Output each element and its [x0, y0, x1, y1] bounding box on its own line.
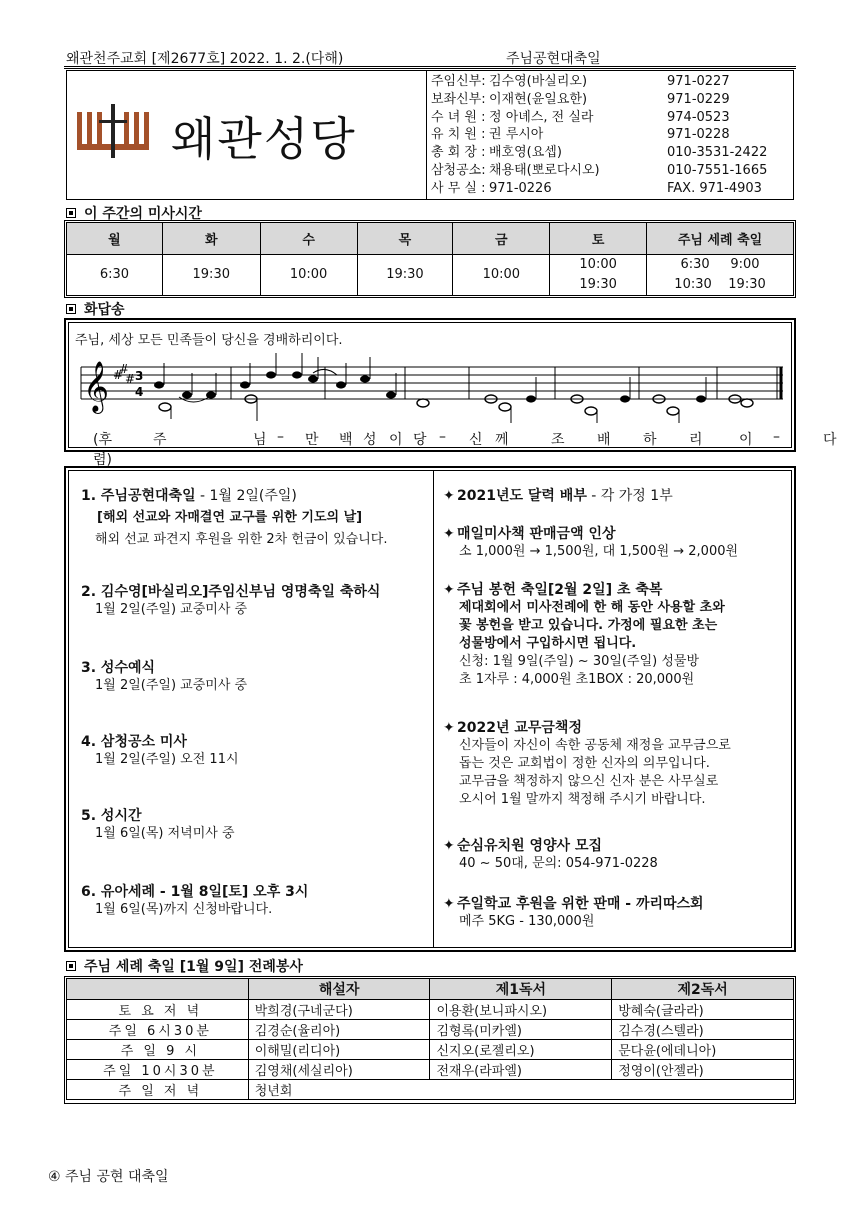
- lyric-syllable: 만: [305, 432, 319, 448]
- square-bullet-icon: [66, 304, 76, 314]
- masthead-line: [66, 48, 796, 68]
- notice-line: 메주 5KG - 130,000원: [459, 914, 595, 929]
- staff-name: 권 루시아: [489, 127, 544, 143]
- notice-item: [81, 581, 426, 619]
- staff-row: [431, 180, 791, 198]
- svg-text:#: #: [113, 368, 124, 382]
- notice-heading: ✦ 순심유치원 영양사 모집: [443, 838, 602, 854]
- parish-name: 왜관성당: [171, 112, 357, 166]
- liturgy-section-title: 주님 세례 축일 [1월 9일] 전례봉사: [66, 956, 303, 976]
- psalm-inner-frame: [68, 322, 837, 468]
- staff-tel: 010-7551-1665: [667, 162, 768, 178]
- notice-heading: 5. 성시간: [81, 808, 142, 824]
- notice-heading: 3. 성수예식: [81, 660, 156, 676]
- notice-line: 신청: 1월 9일(주일) ~ 30일(주일) 성물방: [459, 654, 700, 669]
- staff-tel: 010-3531-2422: [667, 145, 768, 161]
- mass-schedule-table: [66, 222, 794, 296]
- notices-box: [64, 466, 796, 952]
- liturgy-header: 제1독서: [430, 979, 612, 1000]
- liturgy-header: [67, 979, 249, 1000]
- notice-line: 신자들이 자신이 속한 공동체 재정을 교무금으로: [459, 738, 731, 753]
- notice-line: 1월 6일(목) 저녁미사 중: [95, 826, 235, 841]
- notice-item: [443, 893, 789, 931]
- mass-time-tue: 19:30: [162, 255, 260, 296]
- liturgy-row: [67, 1040, 794, 1060]
- notice-line: 1월 6일(목)까지 신청바랍니다.: [95, 902, 273, 917]
- page-footer: ④ 주님 공현 대축일: [48, 1169, 169, 1185]
- liturgy-service-table: [66, 978, 794, 1100]
- staff-row: [431, 91, 791, 109]
- four-point-star-icon: ✦: [443, 526, 455, 542]
- staff-role: 삼청공소:: [431, 162, 486, 178]
- mass-time-wed: 10:00: [260, 255, 357, 296]
- liturgy-row: [67, 1060, 794, 1080]
- notice-heading: 1. 주님공현대축일 - 1월 2일(주일): [81, 488, 297, 504]
- notice-heading: 6. 유아세례 - 1월 8일[토] 오후 3시: [81, 884, 309, 900]
- lyric-syllable: 이: [389, 432, 403, 448]
- notice-heading: ✦ 2022년 교무금책정: [443, 720, 582, 736]
- staff-tel: 974-0523: [667, 109, 730, 125]
- notice-item: [443, 485, 789, 505]
- four-point-star-icon: ✦: [443, 896, 455, 912]
- liturgy-minister: 이용환(보니파시오): [430, 1000, 612, 1020]
- notice-line: 40 ~ 50대, 문의: 054-971-0228: [459, 856, 658, 871]
- staff-tel: FAX. 971-4903: [667, 180, 762, 196]
- liturgy-header: 해설자: [248, 979, 430, 1000]
- mass-time-row: [67, 255, 794, 296]
- notice-line: 소 1,000원 → 1,500원, 대 1,500원 → 2,000원: [459, 544, 739, 559]
- mass-day-header: 금: [453, 223, 550, 255]
- lyric-syllable: 주: [153, 432, 167, 448]
- parish-logo-icon: [75, 104, 151, 158]
- mass-time-mon: 6:30: [67, 255, 163, 296]
- liturgy-minister: 김수경(스텔라): [612, 1020, 794, 1040]
- notice-item: [443, 717, 789, 809]
- notice-item: [443, 579, 789, 689]
- music-staff: [69, 323, 793, 449]
- mass-day-header: 주님 세례 축일: [647, 223, 794, 255]
- liturgy-minister: 문다윤(에데니아): [612, 1040, 794, 1060]
- lyric-syllable: 배: [597, 432, 611, 448]
- staff-role: 유 치 원 :: [431, 127, 486, 143]
- staff-row: [431, 162, 791, 180]
- notice-item: [81, 485, 426, 549]
- mass-day-header: 수: [260, 223, 357, 255]
- lyric-syllable: 하: [643, 432, 657, 448]
- mass-time-fri: 10:00: [453, 255, 550, 296]
- mass-day-header: 토: [550, 223, 647, 255]
- staff-tel: 971-0228: [667, 127, 730, 143]
- notices-inner-frame: [68, 470, 792, 948]
- liturgy-slot: 주 일 9 시: [67, 1040, 249, 1060]
- notice-line: 돕는 것은 교회법이 정한 신자의 의무입니다.: [459, 756, 710, 771]
- lyric-syllable: 다: [823, 432, 837, 448]
- square-bullet-icon: [66, 961, 76, 971]
- liturgy-minister: 김형록(미카엘): [430, 1020, 612, 1040]
- liturgy-slot: 주 일 저 녁: [67, 1080, 249, 1100]
- liturgy-header-row: [67, 979, 794, 1000]
- notice-item: [443, 835, 789, 873]
- liturgy-minister: 신지오(로젤리오): [430, 1040, 612, 1060]
- mass-day-header: 화: [162, 223, 260, 255]
- staff-tel: 971-0227: [667, 74, 730, 89]
- square-bullet-icon: [66, 208, 76, 218]
- notice-heading: ✦ 2021년도 달력 배부 - 각 가정 1부: [443, 488, 673, 504]
- four-point-star-icon: ✦: [443, 488, 455, 504]
- svg-text:#: #: [125, 372, 136, 386]
- staff-name: 채용태(뽀로다시오): [489, 162, 600, 178]
- notice-line: 제대회에서 미사전례에 한 해 동안 사용할 초와: [459, 600, 725, 615]
- notice-item: [81, 881, 426, 919]
- staff-name: 김수영(바실리오): [489, 74, 588, 89]
- staff-role: 총 회 장 :: [431, 145, 486, 161]
- staff-row: [431, 73, 791, 91]
- notice-heading: ✦ 주일학교 후원을 위한 판매 - 까리따스회: [443, 896, 704, 912]
- notice-line: [해외 선교와 자매결연 교구를 위한 기도의 날]: [97, 510, 363, 525]
- psalm-box: [64, 318, 837, 468]
- staff-name: 971-0226: [489, 180, 552, 196]
- lyric-syllable: 님: [253, 432, 267, 448]
- four-point-star-icon: ✦: [443, 720, 455, 736]
- four-point-star-icon: ✦: [443, 582, 455, 598]
- liturgy-minister: 전재우(라파엘): [430, 1060, 612, 1080]
- svg-text:#: #: [119, 362, 130, 376]
- lyric-syllable: 이: [739, 432, 753, 448]
- parish-header: [66, 70, 794, 200]
- notice-heading: 2. 김수영[바실리오]주임신부님 영명축일 축하식: [81, 584, 381, 600]
- notice-line: 1월 2일(주일) 오전 11시: [95, 752, 239, 767]
- liturgy-row: [67, 1080, 794, 1100]
- liturgy-minister: 김영채(세실리아): [248, 1060, 430, 1080]
- liturgy-minister: 김경순(율리아): [248, 1020, 430, 1040]
- notice-line: 꽃 봉헌을 받고 있습니다. 가정에 필요한 초는: [459, 618, 718, 633]
- liturgy-minister: 이해밀(리디아): [248, 1040, 430, 1060]
- lyric-syllable: 조: [551, 432, 565, 448]
- staff-row: [431, 144, 791, 162]
- mass-time-sat: 10:00 19:30: [550, 255, 647, 296]
- staff-role: 수 녀 원 :: [431, 109, 486, 125]
- liturgy-header: 제2독서: [612, 979, 794, 1000]
- notice-line: 교무금을 책정하지 않으신 신자 분은 사무실로: [459, 774, 719, 789]
- column-divider: [433, 471, 434, 947]
- lyric-syllable: –: [773, 429, 780, 445]
- svg-text:4: 4: [135, 385, 144, 399]
- staff-name: 정 아녜스, 전 실라: [489, 109, 594, 125]
- lyric-syllable: 성: [363, 432, 377, 448]
- liturgy-slot: 주일 10시30분: [67, 1060, 249, 1080]
- liturgy-minister: 청년회: [248, 1080, 793, 1100]
- staff-role: 주임신부:: [431, 74, 486, 89]
- psalm-section-title: 화답송: [66, 299, 125, 319]
- notice-line: 오시어 1월 말까지 책정해 주시기 바랍니다.: [459, 792, 706, 807]
- liturgy-slot: 토 요 저 녁: [67, 1000, 249, 1020]
- liturgy-row: [67, 1020, 794, 1040]
- notice-item: [81, 731, 426, 769]
- notice-line: 초 1자루 : 4,000원 초1BOX : 20,000원: [459, 672, 695, 687]
- notice-item: [81, 657, 426, 695]
- staff-directory: [431, 73, 791, 198]
- lyric-syllable: –: [277, 429, 284, 445]
- notice-line: 해외 선교 파견지 후원을 위한 2차 헌금이 있습니다.: [95, 532, 388, 547]
- svg-text:3: 3: [135, 369, 144, 383]
- lyric-syllable: –: [439, 429, 446, 445]
- notice-item: [81, 805, 426, 843]
- lyric-syllable: 백: [339, 432, 353, 448]
- logo-area: [67, 71, 427, 199]
- staff-name: 배호영(요셉): [489, 145, 562, 161]
- staff-role: 보좌신부:: [431, 91, 486, 107]
- feast-title: 주님공현대축일: [506, 51, 601, 67]
- masthead-rule: [64, 66, 796, 67]
- liturgy-minister: 박희경(구네군다): [248, 1000, 430, 1020]
- liturgy-minister: 정영이(안젤라): [612, 1060, 794, 1080]
- bulletin-issue: 왜관천주교회 [제2677호] 2022. 1. 2.(다해): [66, 51, 344, 67]
- staff-row: [431, 126, 791, 144]
- staff-row: [431, 109, 791, 127]
- liturgy-minister: 방혜숙(글라라): [612, 1000, 794, 1020]
- mass-day-header: 월: [67, 223, 163, 255]
- notice-line: 1월 2일(주일) 교중미사 중: [95, 678, 248, 693]
- staff-name: 이재현(윤일요한): [489, 91, 588, 107]
- lyric-syllable: 신: [469, 432, 483, 448]
- liturgy-slot: 주일 6시30분: [67, 1020, 249, 1040]
- staff-tel: 971-0229: [667, 91, 730, 107]
- masthead-rule-2: [64, 68, 796, 69]
- staff-role: 사 무 실 :: [431, 180, 486, 196]
- notice-line: 1월 2일(주일) 교중미사 중: [95, 602, 248, 617]
- mass-time-thu: 19:30: [357, 255, 453, 296]
- lyric-syllable: 당: [413, 432, 427, 448]
- mass-time-sun: 6:30 9:00 10:30 19:30: [647, 255, 794, 296]
- liturgy-row: [67, 1000, 794, 1020]
- mass-section-title: 이 주간의 미사시간: [66, 203, 202, 223]
- lyric-syllable: 리: [689, 432, 703, 448]
- mass-day-header: 목: [357, 223, 453, 255]
- psalm-refrain-text: 주님, 세상 모든 민족들이 당신을 경배하리이다.: [75, 333, 343, 348]
- notice-line: 성물방에서 구입하시면 됩니다.: [459, 636, 637, 651]
- mass-header-row: [67, 223, 794, 255]
- refrain-label: (후렴): [93, 432, 112, 468]
- lyric-syllable: 께: [495, 432, 509, 448]
- notice-item: [443, 523, 789, 561]
- notice-heading: ✦ 주님 봉헌 축일[2월 2일] 초 축복: [443, 582, 663, 598]
- svg-text:𝄞: 𝄞: [83, 361, 110, 412]
- notice-heading: 4. 삼청공소 미사: [81, 734, 187, 750]
- notice-heading: ✦ 매일미사책 판매금액 인상: [443, 526, 616, 542]
- four-point-star-icon: ✦: [443, 838, 455, 854]
